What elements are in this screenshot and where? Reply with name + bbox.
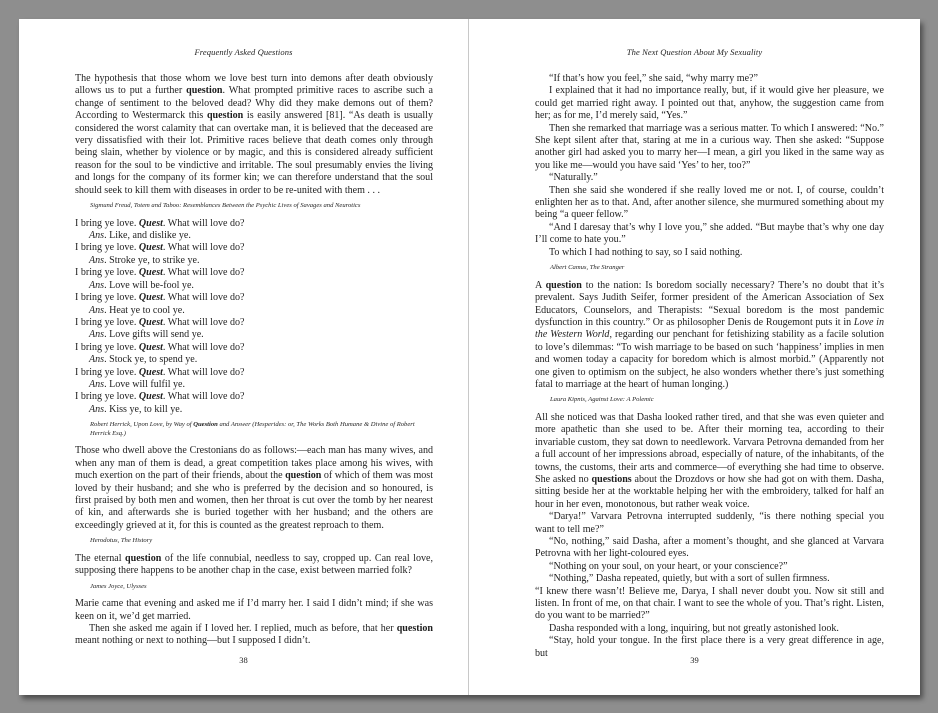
poem-question-line: I bring ye love. Quest. What will love do?	[75, 217, 245, 229]
herrick-poem	[75, 218, 433, 417]
dostoevsky-paragraph: All she noticed was that Dasha looked rather tired, and that she was even quieter and more apathetic than she used to be. After their morning tea, according to their invariable custom, they sat down to needlework. Varvara Petrovna demanded from her a full account of her impressions abroad, especially of nature, of the inhabitants, of the towns, the customs, their arts and commerce—of everything she had time to observe. She asked no questions about the Drozdovs or how she had got on with them. Dasha, sitting beside her at the worktable helping her with the embroidery, talked for half an hour in her even, monotonous, but rather weak voice.	[535, 411, 884, 510]
camus-paragraph: “Naturally.”	[549, 172, 598, 184]
poem-answer-line: Ans. Love will be-fool ye.	[89, 279, 194, 291]
herodotus-source: Herodotus, The History	[90, 537, 153, 545]
freud-quote: The hypothesis that those whom we love best turn into demons after death obviously allows us to put a further question. What prompted primitive races to ascribe such a change of sentiment to the beloved dead? Why did they make demons out of them? According to Westermarck this question is easily answered [81]. “As death is usually considered the worst calamity that can overtake man, it is believed that the deceased are very dissatisfied with their lot. Primitive races believe that death comes only through being slain, whether by violence or by magic, and this is considered already sufficient reason for the soul to be vindictive and irritable. The soul presumably envies the living and longs for the company of its former kin; we can therefore understand that the soul should seek to kill them with diseases in order to be re-united with them . . .	[75, 73, 433, 196]
poem-answer-line: Ans. Kiss ye, to kill ye.	[89, 403, 183, 415]
camus-paragraph: Then she asked me again if I loved her. I replied, much as before, that her question meant nothing or next to nothing—but I supposed I didn’t.	[75, 623, 433, 647]
camus-paragraph: “If that’s how you feel,” she said, “why marry me?”	[549, 73, 758, 84]
dostoevsky-paragraph: “Nothing on your soul, on your heart, or your conscience?”	[549, 560, 788, 572]
camus-paragraph: To which I had nothing to say, so I said nothing.	[549, 246, 743, 258]
kipnis-source: Laura Kipnis, Against Love: A Polemic	[550, 396, 654, 404]
poem-question-line: I bring ye love. Quest. What will love do?	[75, 292, 245, 304]
camus-paragraph: “And I daresay that’s why I love you,” she added. “But maybe that’s why one day I’ll come to hate you.”	[535, 221, 884, 246]
herrick-source: Robert Herrick, Upon Love, by Way of Question and Answer (Hesperides: or, The Works Both Humane & Divine of Robert Herrick Esq.)	[90, 421, 415, 437]
dostoevsky-paragraph: “Nothing,” Dasha repeated, quietly, but with a sort of sullen firmness.	[549, 573, 830, 585]
right-page-body	[535, 73, 884, 660]
camus-paragraph: Then she said she wondered if she really loved me or not. I, of course, couldn’t enlighten her as to that. And, after another silence, she murmured something about my being “a queer fellow.”	[535, 184, 884, 221]
dostoevsky-paragraph: Dasha responded with a long, inquiring, but not greatly astonished look.	[549, 622, 839, 634]
poem-answer-line: Ans. Love will fulfil ye.	[89, 378, 185, 390]
page-number-right: 39	[690, 655, 699, 665]
herodotus-quote: Those who dwell above the Crestonians do as follows:—each man has many wives, and when any man of them is dead, a great competition takes place among his wives, with much exertion on the part of their friends, about the question of which of them was most loved by their husband; and she who is preferred by the decision and so honoured, is first praised by both men and women, then her throat is cut over the tomb by her nearest of kin, and afterwards she is buried together with her husband; and the others are exceedingly grieved at it, for this is counted as the greatest reproach to them.	[75, 445, 434, 531]
dostoevsky-paragraph: “Stay, hold your tongue. In the first place there is a very great difference in age, but	[535, 635, 884, 659]
left-page	[19, 19, 468, 695]
poem-answer-line: Ans. Love gifts will send ye.	[89, 329, 204, 341]
poem-answer-line: Ans. Stock ye, to spend ye.	[89, 354, 198, 366]
poem-question-line: I bring ye love. Quest. What will love do?	[75, 267, 245, 279]
poem-answer-line: Ans. Like, and dislike ye.	[89, 230, 191, 242]
poem-answer-line: Ans. Stroke ye, to strike ye.	[89, 254, 200, 266]
poem-question-line: I bring ye love. Quest. What will love do?	[75, 242, 245, 254]
dostoevsky-paragraph: “No, nothing,” said Dasha, after a moment’s thought, and she glanced at Varvara Petrovna with her light-coloured eyes.	[535, 536, 884, 560]
page-number-left: 38	[239, 655, 248, 665]
freud-source: Sigmund Freud, Totem and Taboo: Resemblances Between the Psychic Lives of Savages and Neurotics	[90, 202, 361, 210]
joyce-source: James Joyce, Ulysses	[90, 582, 147, 590]
poem-question-line: I bring ye love. Quest. What will love do?	[75, 316, 245, 328]
camus-paragraph: I explained that it had no importance really, but, if it would give her pleasure, we could get married right away. I pointed out that, anyhow, the suggestion came from her; as for me, I’d merely said, “Yes.”	[535, 85, 884, 122]
dostoevsky-paragraph: “Darya!” Varvara Petrovna interrupted suddenly, “is there nothing special you want to tell me?”	[535, 511, 884, 535]
poem-question-line: I bring ye love. Quest. What will love do?	[75, 341, 245, 353]
running-head-right: The Next Question About My Sexuality	[626, 47, 763, 57]
poem-question-line: I bring ye love. Quest. What will love do?	[75, 366, 245, 378]
kipnis-quote: A question to the nation: Is boredom socially necessary? There’s no doubt that it’s prevalent. Says Judith Seifer, former president of the American Association of Sex Educators, Counselors, and Therapists: “Sexual boredom is the most pandemic dysfunction in this country.” Or as philosopher Denis de Rougemont puts it in Love in the Western World, regarding our penchant for fetishizing stability as a facile solution to love’s dilemmas: “To wish marriage to be based on such ‘happiness’ implies in men and women today a capacity for boredom which is almost morbid.” (Apparently not one given to optimism on the subject, he also wonders whether there’s just something fatal to marriage at the heart of human longing.)	[535, 279, 885, 390]
right-page	[469, 19, 920, 695]
camus-paragraph: Then she remarked that marriage was a serious matter. To which I answered: “No.” She kept silent after that, staring at me in a curious way. Then she asked: “Suppose another girl had asked you to marry her—I mean, a girl you liked in the same way as you like me—would you have said ‘Yes’ to her, too?”	[535, 122, 884, 171]
poem-question-line: I bring ye love. Quest. What will love do?	[75, 391, 245, 403]
poem-answer-line: Ans. Heat ye to cool ye.	[89, 304, 185, 316]
camus-source: Albert Camus, The Stranger	[550, 264, 625, 272]
running-head-left: Frequently Asked Questions	[194, 47, 293, 57]
left-page-body	[75, 73, 433, 648]
book-spread	[19, 19, 920, 695]
dostoevsky-paragraph: “I knew there wasn’t! Believe me, Darya, I shall never doubt you. Now sit still and listen. In front of me, on that chair. I want to see the whole of you. That’s right. Listen, do you want to be married?”	[535, 585, 884, 622]
joyce-quote: The eternal question of the life connubial, needless to say, cropped up. Can real love, supposing there happens to be another chap in the case, exist between married folk?	[75, 552, 433, 577]
camus-paragraph: Marie came that evening and asked me if I’d marry her. I said I didn’t mind; if she was keen on it, we’d get married.	[75, 598, 433, 622]
